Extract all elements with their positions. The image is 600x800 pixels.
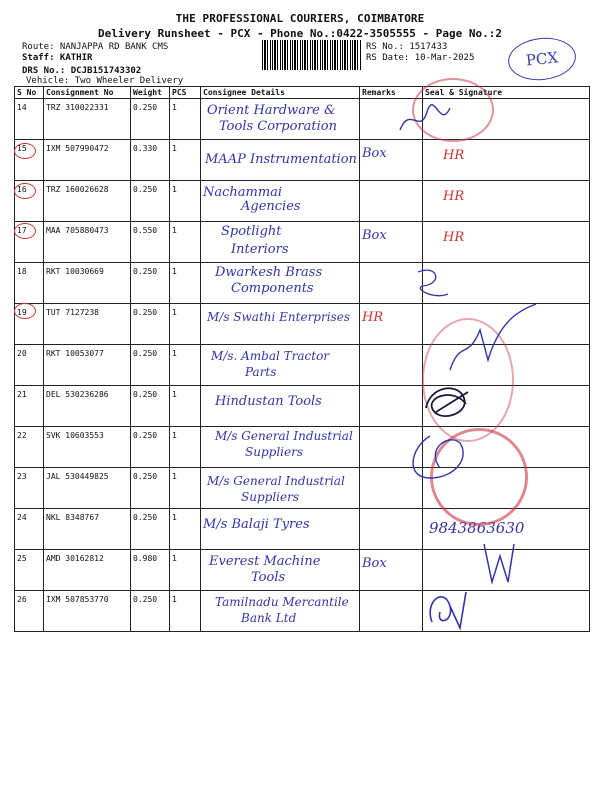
cell-pcs: 1 <box>170 222 201 263</box>
circle-mark-16 <box>14 183 36 199</box>
consignee-handwriting-line2: Parts <box>245 365 277 379</box>
cell-consignment: AMD 30162812 <box>44 550 131 591</box>
cell-sno: 25 <box>15 550 44 591</box>
cell-sno: 20 <box>15 345 44 386</box>
cell-weight: 0.250 <box>131 509 170 550</box>
cell-sno: 24 <box>15 509 44 550</box>
remarks-handwriting: Box <box>362 146 387 161</box>
cell-consignment: RKT 10053077 <box>44 345 131 386</box>
cell-remarks <box>360 140 423 181</box>
company-title: THE PROFESSIONAL COURIERS, COIMBATORE <box>175 12 425 25</box>
cell-sno: 23 <box>15 468 44 509</box>
cell-remarks <box>360 304 423 345</box>
col-seal-signature: Seal & Signature <box>423 87 590 99</box>
cell-weight: 0.250 <box>131 99 170 140</box>
cell-consignee-details <box>201 386 360 427</box>
route-label: Route: NANJAPPA RD BANK CMS <box>22 42 169 52</box>
cell-consignment: NKL 8348767 <box>44 509 131 550</box>
table-row <box>15 222 590 263</box>
col-consignment: Consignment No <box>44 87 131 99</box>
consignee-handwriting-line1: M/s. Ambal Tractor <box>211 349 330 363</box>
consignee-handwriting-line2: Agencies <box>241 199 301 214</box>
consignee-handwriting-line1: Hindustan Tools <box>215 394 322 409</box>
barcode-icon <box>262 40 362 70</box>
col-sno: S No <box>15 87 44 99</box>
cell-pcs: 1 <box>170 550 201 591</box>
cell-weight: 0.250 <box>131 345 170 386</box>
consignee-handwriting-line1: Orient Hardware & <box>207 103 336 118</box>
cell-consignee-details <box>201 345 360 386</box>
signature-scribble-22 <box>400 428 480 488</box>
table-row <box>15 181 590 222</box>
cell-consignee-details <box>201 263 360 304</box>
table-row <box>15 263 590 304</box>
cell-consignee-details <box>201 509 360 550</box>
consignee-handwriting-line1: M/s General Industrial <box>207 474 345 488</box>
cell-consignee-details <box>201 181 360 222</box>
consignee-handwriting-line2: Bank Ltd <box>241 611 297 625</box>
cell-pcs: 1 <box>170 386 201 427</box>
table-row <box>15 99 590 140</box>
staff-label: Staff: KATHIR <box>22 53 93 63</box>
signature-scribble-25 <box>478 538 518 590</box>
remarks-handwriting: HR <box>362 310 384 325</box>
cell-sno: 17 <box>15 222 44 263</box>
circle-mark-19 <box>14 303 36 319</box>
cell-sno: 22 <box>15 427 44 468</box>
cell-pcs: 1 <box>170 304 201 345</box>
table-row <box>15 591 590 632</box>
consignee-handwriting-line1: Tamilnadu Mercantile <box>215 595 349 609</box>
consignee-handwriting-line2: Tools <box>251 570 286 585</box>
consignee-handwriting-line1: Nachammai <box>203 185 283 200</box>
cell-weight: 0.330 <box>131 140 170 181</box>
table-row <box>15 140 590 181</box>
cell-weight: 0.250 <box>131 181 170 222</box>
cell-sno: 19 <box>15 304 44 345</box>
cell-consignment: IXM 507853770 <box>44 591 131 632</box>
cell-remarks <box>360 345 423 386</box>
signature-scribble-top <box>395 100 455 140</box>
vehicle-label: Vehicle: Two Wheeler Delivery <box>26 76 184 86</box>
col-weight: Weight <box>131 87 170 99</box>
cell-pcs: 1 <box>170 263 201 304</box>
cell-pcs: 1 <box>170 99 201 140</box>
cell-weight: 0.250 <box>131 304 170 345</box>
cell-remarks <box>360 386 423 427</box>
signature-handwriting: 9843863630 <box>429 519 525 537</box>
rs-number: RS No.: 1517433 <box>366 42 448 52</box>
cell-consignee-details <box>201 140 360 181</box>
cell-sno: 18 <box>15 263 44 304</box>
consignee-handwriting-line1: M/s Swathi Enterprises <box>207 310 350 324</box>
consignee-handwriting-line2: Components <box>231 281 314 296</box>
cell-remarks <box>360 509 423 550</box>
cell-weight: 0.250 <box>131 468 170 509</box>
cell-sno: 15 <box>15 140 44 181</box>
col-pcs: PCS <box>170 87 201 99</box>
cell-sno: 21 <box>15 386 44 427</box>
cell-pcs: 1 <box>170 427 201 468</box>
signature-handwriting: HR <box>443 189 465 204</box>
cell-consignment: TRZ 310022331 <box>44 99 131 140</box>
cell-remarks <box>360 222 423 263</box>
cell-consignment: RKT 10030669 <box>44 263 131 304</box>
cell-consignee-details <box>201 468 360 509</box>
consignee-handwriting-line2: Tools Corporation <box>219 119 337 134</box>
cell-remarks <box>360 550 423 591</box>
cell-consignment: IXM 507990472 <box>44 140 131 181</box>
col-remarks: Remarks <box>360 87 423 99</box>
remarks-handwriting: Box <box>362 556 387 571</box>
cell-consignment: DEL 530236286 <box>44 386 131 427</box>
circle-mark-17 <box>14 223 36 239</box>
cell-remarks <box>360 181 423 222</box>
signature-scribble-21 <box>418 378 478 426</box>
cell-consignee-details <box>201 304 360 345</box>
cell-weight: 0.250 <box>131 263 170 304</box>
consignee-handwriting-line1: Dwarkesh Brass <box>215 265 323 280</box>
consignee-handwriting-line2: Suppliers <box>241 490 299 504</box>
cell-signature <box>423 181 590 222</box>
consignee-handwriting-line1: Everest Machine <box>209 554 321 569</box>
cell-consignment: JAL 530449825 <box>44 468 131 509</box>
cell-consignee-details <box>201 591 360 632</box>
cell-remarks <box>360 591 423 632</box>
consignee-handwriting-line1: M/s General Industrial <box>215 429 353 443</box>
runsheet-subtitle: Delivery Runsheet - PCX - Phone No.:0422-3505555 - Page No.:2 <box>98 27 502 40</box>
consignee-handwriting-line2: Interiors <box>231 242 289 257</box>
cell-pcs: 1 <box>170 181 201 222</box>
signature-scribble-19 <box>440 300 540 380</box>
cell-pcs: 1 <box>170 509 201 550</box>
cell-pcs: 1 <box>170 345 201 386</box>
cell-consignee-details <box>201 99 360 140</box>
table-header-row <box>15 87 590 99</box>
signature-scribble-18 <box>408 264 458 304</box>
cell-weight: 0.250 <box>131 427 170 468</box>
cell-weight: 0.250 <box>131 386 170 427</box>
consignee-handwriting-line2: Suppliers <box>245 445 303 459</box>
signature-handwriting: HR <box>443 230 465 245</box>
cell-consignee-details <box>201 550 360 591</box>
cell-signature <box>423 222 590 263</box>
circle-mark-15 <box>14 143 36 159</box>
cell-consignment: SVK 10603553 <box>44 427 131 468</box>
cell-consignment: MAA 705880473 <box>44 222 131 263</box>
signature-handwriting: HR <box>443 148 465 163</box>
signature-scribble-26 <box>420 582 480 634</box>
col-details: Consignee Details <box>201 87 360 99</box>
cell-consignee-details <box>201 427 360 468</box>
cell-weight: 0.550 <box>131 222 170 263</box>
cell-signature <box>423 140 590 181</box>
remarks-handwriting: Box <box>362 228 387 243</box>
cell-consignment: TRZ 160026628 <box>44 181 131 222</box>
consignee-handwriting-line1: M/s Balaji Tyres <box>203 517 310 532</box>
cell-sno: 26 <box>15 591 44 632</box>
drs-number: DRS No.: DCJB151743302 <box>22 66 142 76</box>
cell-consignment: TUT 7127238 <box>44 304 131 345</box>
cell-pcs: 1 <box>170 468 201 509</box>
cell-sno: 14 <box>15 99 44 140</box>
consignee-handwriting-line1: MAAP Instrumentation <box>205 152 357 167</box>
cell-weight: 0.250 <box>131 591 170 632</box>
cell-sno: 16 <box>15 181 44 222</box>
pcx-stamp: PCX <box>506 35 578 84</box>
consignee-handwriting-line1: Spotlight <box>221 224 282 239</box>
rs-date: RS Date: 10-Mar-2025 <box>366 53 475 63</box>
cell-weight: 0.980 <box>131 550 170 591</box>
cell-pcs: 1 <box>170 140 201 181</box>
cell-consignee-details <box>201 222 360 263</box>
cell-pcs: 1 <box>170 591 201 632</box>
